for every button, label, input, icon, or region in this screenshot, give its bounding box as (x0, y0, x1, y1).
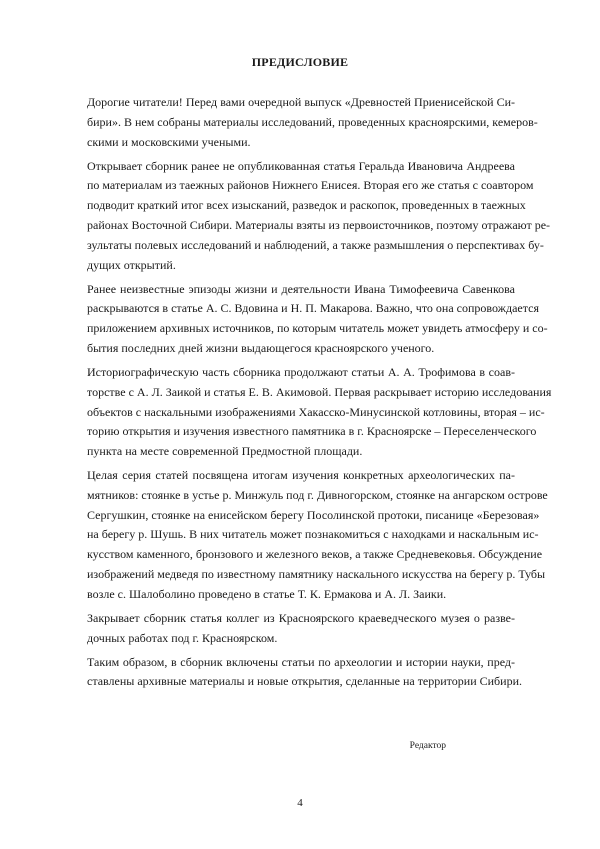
text-line: пункта на месте современной Предмостной площади. (87, 444, 363, 459)
body-text (87, 93, 552, 696)
page-title: ПРЕДИСЛОВИЕ (251, 55, 349, 69)
paragraph (87, 653, 522, 693)
text-line: торстве с А. Л. Заикой и статья Е. В. Акимовой. Первая раскрывает историю исследования (87, 384, 552, 399)
text-line: Таким образом, в сборник включены статьи по археологии и истории науки, пред- (87, 654, 515, 669)
text-line: Ранее неизвестные эпизоды жизни и деятельности Ивана Тимофеевича Савенкова (87, 281, 515, 296)
text-line: мятников: стоянке в устье р. Минжуль под г. Дивногорском, стоянке на ангарском острове (87, 487, 548, 502)
text-line: раскрываются в статье А. С. Вдовина и Н. П. Макарова. Важно, что она сопровождается (87, 301, 539, 316)
text-line: Дорогие читатели! Перед вами очередной выпуск «Древностей Приенисейской Си- (87, 95, 515, 109)
text-line: кусством каменного, бронзового и железного веков, а также Средневековья. Обсуждение (87, 547, 543, 562)
paragraph (87, 157, 551, 276)
text-line: бытия последних дней жизни выдающегося красноярского ученого. (87, 340, 435, 355)
text-line: возле с. Шалоболино проведено в статье Т. К. Ермакова и А. Л. Заики. (87, 586, 447, 601)
text-line: Сергушкин, стоянке на енисейском берегу Посолинской протоки, писанице «Березовая» (87, 507, 540, 522)
text-line: дущих открытий. (87, 257, 176, 272)
text-line: зультаты полевых исследований и наблюдений, а также размышления о перспективах бу- (87, 237, 544, 252)
text-line: дочных работах под г. Красноярском. (87, 630, 278, 645)
text-line: районах Восточной Сибири. Материалы взяты из первоисточников, поэтому отражают ре- (87, 217, 551, 232)
text-line: Целая серия статей посвящена итогам изучения конкретных археологических па- (87, 468, 515, 483)
text-line: Открывает сборник ранее не опубликованная статья Геральда Ивановича Андреева (87, 158, 515, 173)
paragraph (87, 93, 538, 152)
text-line: Закрывает сборник статья коллег из Красноярского краеведческого музея о разве- (87, 610, 515, 625)
text-line: объектов с наскальными изображениями Хакасско-Минусинской котловины, вторая – ис- (87, 404, 545, 419)
text-line: ставлены архивные материалы и новые открытия, сделанные на территории Сибири. (87, 674, 522, 689)
paragraph (87, 466, 548, 605)
page-number: 4 (297, 797, 303, 809)
paragraph (87, 609, 515, 649)
text-line: скими и московскими учеными. (87, 134, 251, 149)
text-line: изображений медведя по известному памятнику наскального искусства на берегу р. Тубы (87, 567, 546, 582)
text-line: Историографическую часть сборника продолжают статьи А. А. Трофимова в соав- (87, 364, 515, 379)
text-line: приложением архивных источников, по которым читатель может увидеть атмосферу и со- (87, 321, 548, 336)
paragraph (87, 280, 548, 359)
text-line: по материалам из таежных районов Нижнего Енисея. Вторая его же статья с соавтором (87, 178, 534, 193)
paragraph (87, 363, 552, 462)
text-line: торию открытия и изучения известного памятника в г. Красноярске – Переселенческого (87, 424, 537, 439)
signature: Редактор (409, 741, 446, 751)
text-line: бири». В нем собраны материалы исследований, проведенных красноярскими, кемеров- (87, 114, 538, 129)
text-line: подводит краткий итог всех изысканий, разведок и раскопок, проведенных в таежных (87, 198, 526, 213)
text-line: на берегу р. Шушь. В них читатель может познакомиться с находками и наскальным ис- (87, 527, 539, 542)
